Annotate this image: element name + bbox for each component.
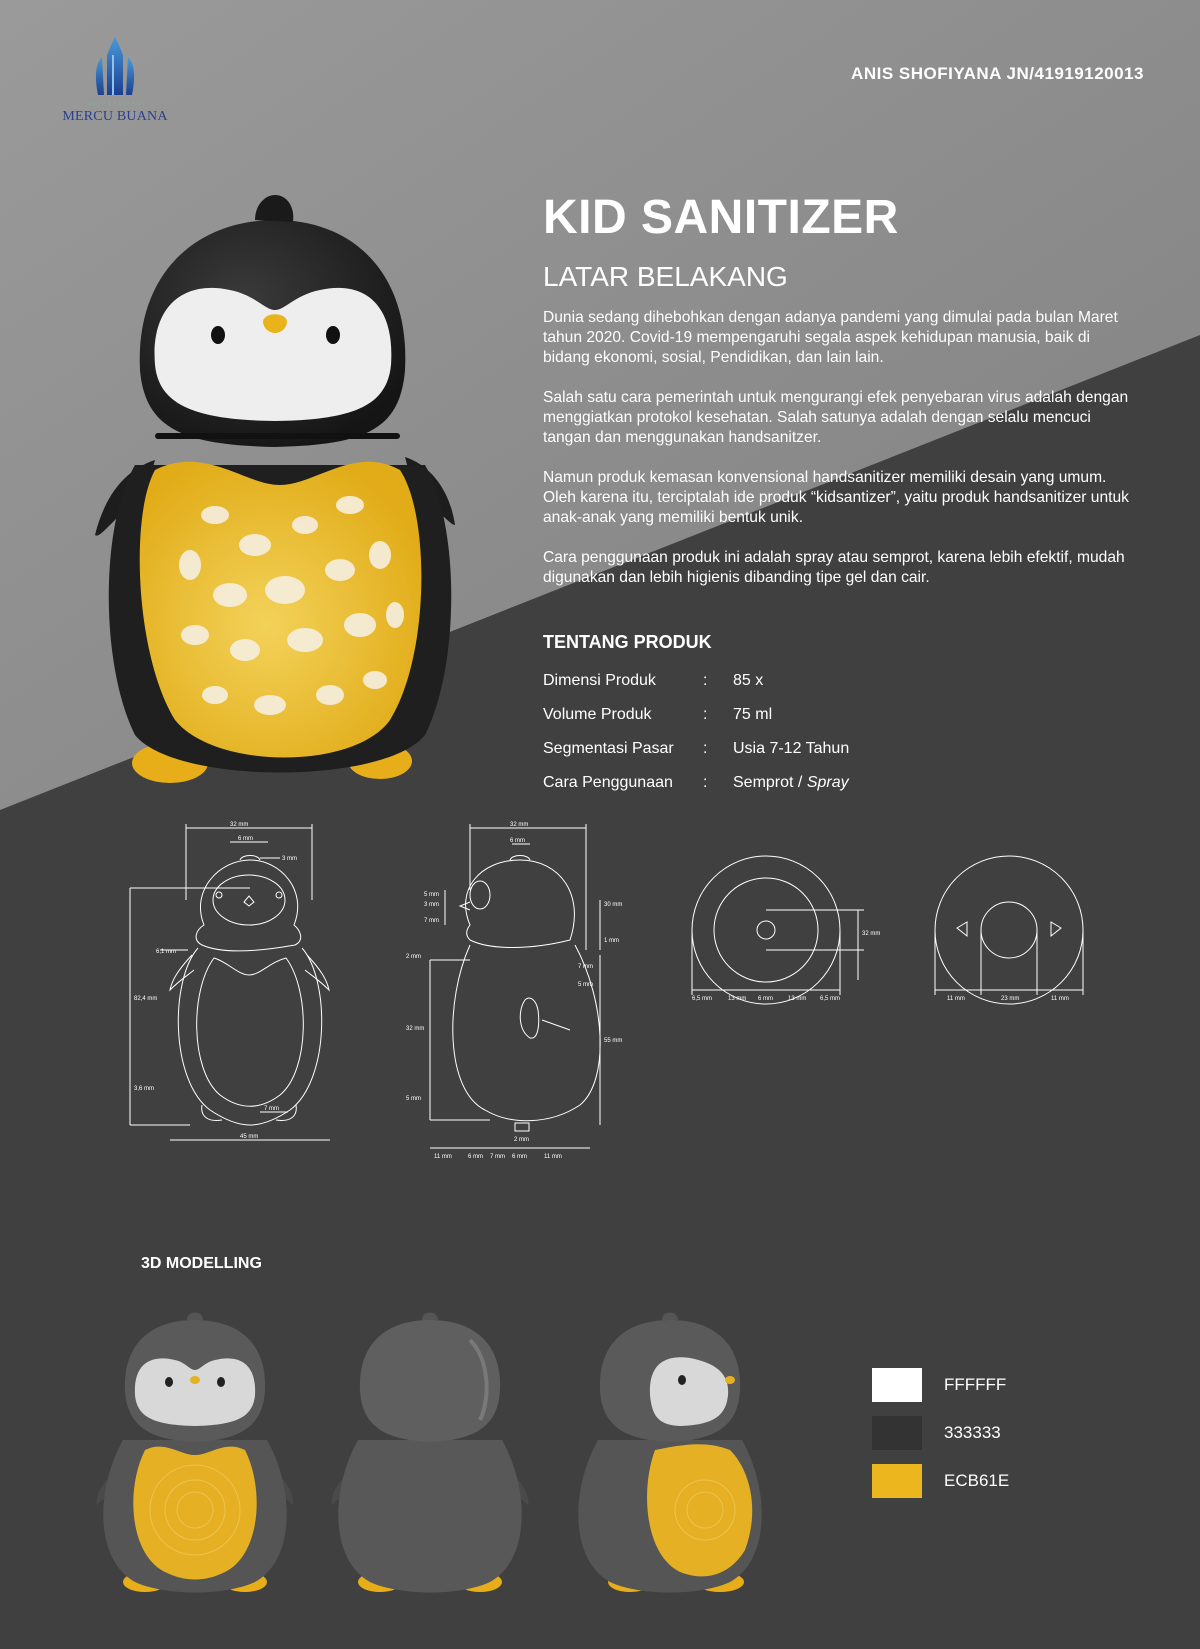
dim-label: 6 mm: [510, 838, 525, 844]
logo-emblem-icon: [60, 35, 170, 105]
background-heading: LATAR BELAKANG: [543, 261, 788, 292]
technical-drawings: [130, 822, 1130, 1200]
dim-label: 6 mm: [758, 996, 773, 1002]
paragraph: Dunia sedang dihebohkan dengan adanya pandemi yang dimulai pada bulan Maret tahun 2020. Covid-19 mempengaruhi segala aspek kehidupan manusia, baik di bidang ekonomi, sosial, Pendidikan, dan lain lain.: [543, 309, 1118, 366]
dim-label: 6 mm: [468, 1154, 483, 1160]
dim-label: 32 mm: [230, 822, 249, 828]
swatch-row: [872, 1361, 1009, 1409]
dim-label: 5 mm: [424, 892, 439, 898]
dim-label: 6,1 mm: [156, 949, 177, 955]
dim-label: 11 mm: [544, 1154, 562, 1160]
penguin-product-photo: [95, 195, 465, 805]
spec-row: [543, 698, 933, 732]
model-front-render: [95, 1300, 295, 1600]
dim-label: 45 mm: [240, 1134, 259, 1140]
spec-value-italic: Spray: [806, 774, 849, 791]
page-title: KID SANITIZER: [543, 191, 899, 244]
side-view-drawing: [406, 822, 622, 1160]
dim-label: 7 mm: [264, 1106, 279, 1112]
dim-label: 5 mm: [578, 982, 593, 988]
dim-label: 11 mm: [1051, 996, 1069, 1002]
spec-row: [543, 664, 933, 698]
dim-label: 55 mm: [604, 1038, 623, 1044]
spec-colon: :: [703, 672, 708, 689]
dim-label: 82,4 mm: [134, 996, 158, 1002]
spec-value-group: [733, 774, 933, 792]
dim-label: 32 mm: [406, 1026, 425, 1032]
dim-label: 2 mm: [514, 1137, 529, 1143]
dim-label: 6,5 mm: [820, 996, 841, 1002]
dim-label: 30 mm: [604, 902, 623, 908]
paragraph: Cara penggunaan produk ini adalah spray atau semprot, karena lebih efektif, mudah digunakan dan lebih higienis dibanding tipe gel dan cair.: [543, 549, 1125, 586]
model-back-render: [330, 1300, 530, 1600]
swatch-row: [872, 1409, 1009, 1457]
color-swatch: [872, 1464, 922, 1498]
dim-label: 6 mm: [238, 836, 253, 842]
spec-table: [543, 664, 933, 800]
spec-colon: :: [703, 774, 708, 791]
dim-label: 3 mm: [282, 856, 297, 862]
spec-value: Semprot /: [733, 774, 807, 791]
paragraph: Salah satu cara pemerintah untuk mengurangi efek penyebaran virus adalah dengan menggiatkan protokol kesehatan. Salah satunya adalah dengan selalu mencuci tangan dan menggunakan handsanitzer.: [543, 389, 1129, 446]
swatch-row: [872, 1457, 1009, 1505]
spec-colon: :: [703, 706, 708, 723]
swatch-label: 333333: [944, 1423, 1001, 1442]
dim-label: 5 mm: [406, 1096, 421, 1102]
dim-label: 6 mm: [512, 1154, 527, 1160]
dim-label: 32 mm: [862, 931, 881, 937]
dim-label: 11 mm: [947, 996, 965, 1002]
dim-label: 13 mm: [788, 996, 807, 1002]
modelling-heading: 3D MODELLING: [141, 1255, 262, 1272]
dim-label: 1 mm: [604, 938, 619, 944]
author-id: ANIS SHOFIYANA JN/41919120013: [851, 64, 1144, 83]
spec-value: 75 ml: [733, 706, 773, 723]
color-palette: [872, 1361, 1009, 1505]
paragraph: Namun produk kemasan konvensional handsanitizer memiliki desain yang umum. Oleh karena itu, terciptalah ide produk “kidsantizer”, yaitu produk handsanitizer untuk anak-anak yang memiliki bentuk unik.: [543, 469, 1129, 526]
swatch-label: FFFFFF: [944, 1375, 1007, 1394]
spec-label: Cara Penggunaan: [543, 774, 673, 791]
color-swatch: [872, 1416, 922, 1450]
dim-label: 13 mm: [728, 996, 747, 1002]
dim-label: 3,6 mm: [134, 1086, 155, 1092]
background-text: [543, 308, 1133, 608]
dim-label: 32 mm: [510, 822, 529, 828]
color-swatch: [872, 1368, 922, 1402]
spec-row: [543, 732, 933, 766]
dim-label: 7 mm: [424, 918, 439, 924]
spec-label: Segmentasi Pasar: [543, 740, 674, 757]
university-logo: [60, 35, 170, 130]
logo-subtitle: UNIVERSITAS: [87, 101, 143, 107]
top-view-drawing: [692, 856, 880, 1004]
spec-label: Dimensi Produk: [543, 672, 656, 689]
logo-name: MERCU BUANA: [62, 109, 168, 124]
spec-label: Volume Produk: [543, 706, 652, 723]
dim-label: 11 mm: [434, 1154, 452, 1160]
dim-label: 7 mm: [490, 1154, 505, 1160]
spec-value: 85 x: [733, 672, 764, 689]
bottom-view-drawing: [935, 856, 1083, 1004]
spec-colon: :: [703, 740, 708, 757]
product-heading: TENTANG PRODUK: [543, 632, 712, 652]
spec-row: [543, 766, 933, 800]
model-side-render: [570, 1300, 770, 1600]
dim-label: 2 mm: [406, 954, 421, 960]
dim-label: 7 mm: [578, 964, 593, 970]
front-view-drawing: [130, 822, 330, 1140]
spec-value: Usia 7-12 Tahun: [733, 740, 850, 757]
dim-label: 23 mm: [1001, 996, 1020, 1002]
swatch-label: ECB61E: [944, 1471, 1010, 1490]
dim-label: 6,5 mm: [692, 996, 713, 1002]
dim-label: 3 mm: [424, 902, 439, 908]
